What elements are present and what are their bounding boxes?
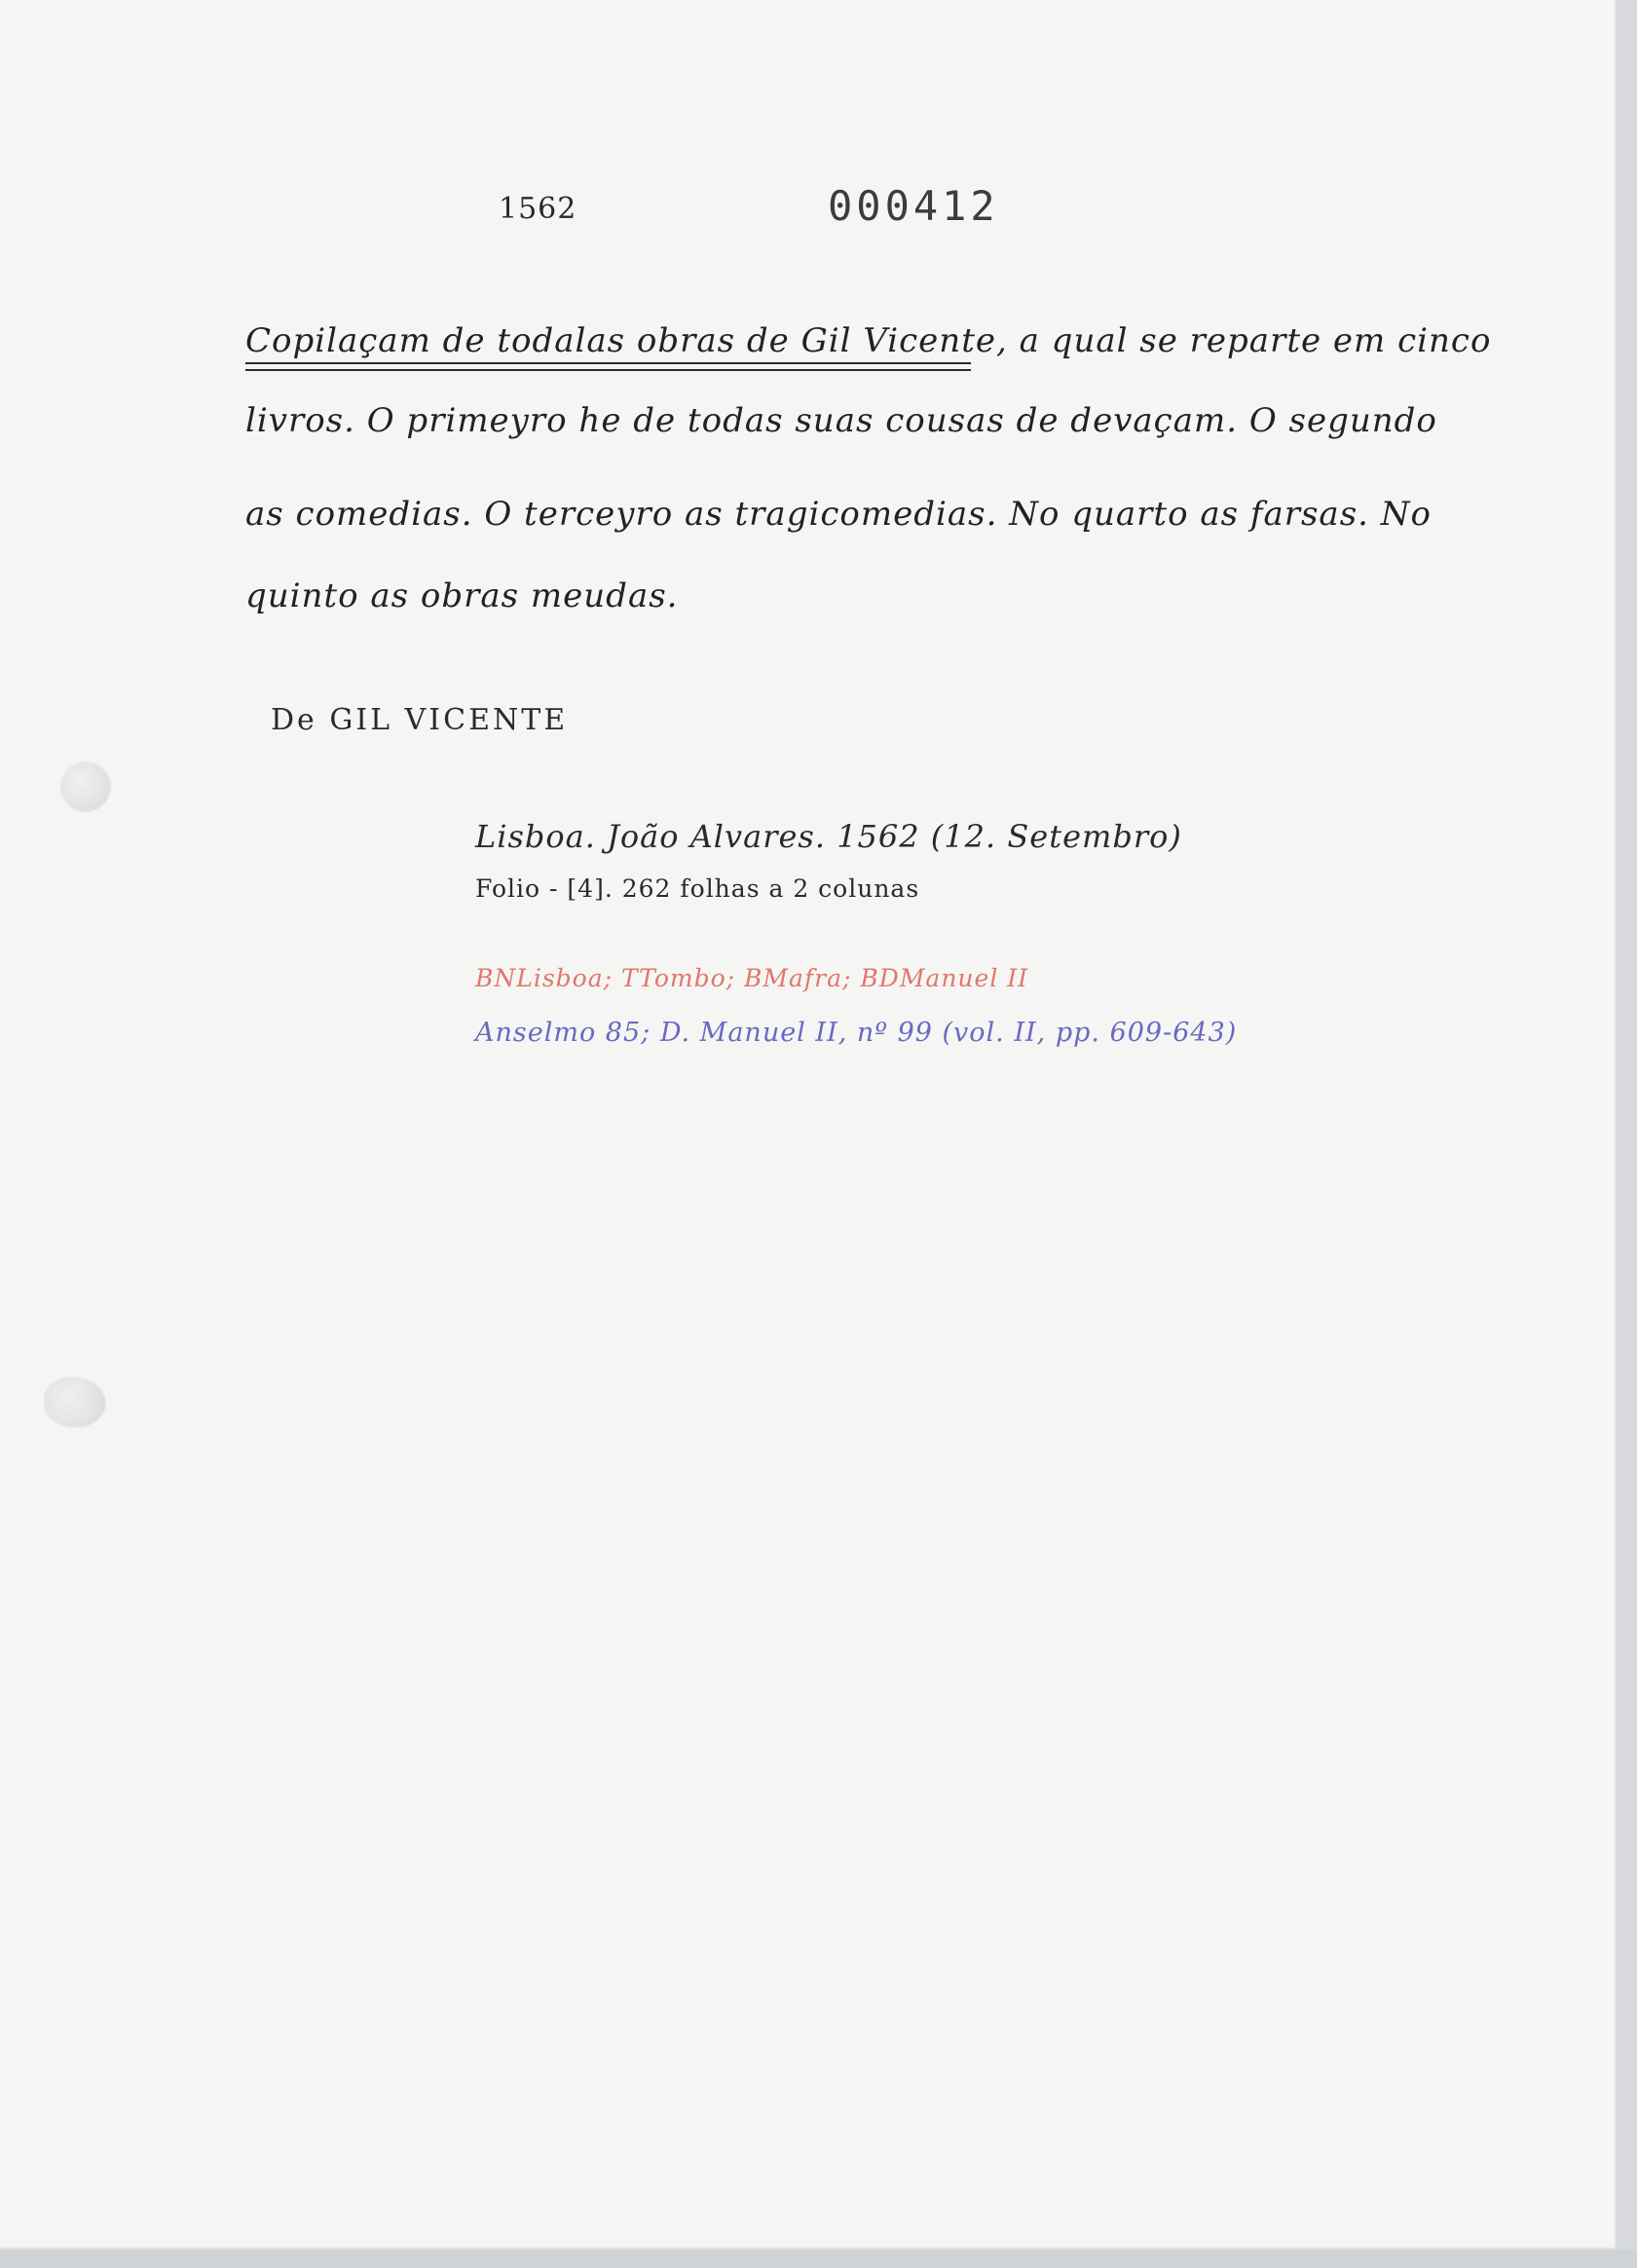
punch-hole-mark — [45, 1378, 105, 1427]
scan-edge-bottom — [0, 2249, 1637, 2268]
title-line-3: as comedias. O terceyro as tragicomedias. No quarto as farsas. No — [245, 495, 1432, 534]
punch-hole-mark — [61, 762, 110, 811]
stamp-number: 000412 — [828, 182, 999, 230]
card-year: 1562 — [499, 192, 577, 226]
author-heading: De GIL VICENTE — [271, 703, 569, 737]
title-line-2: livros. O primeyro he de todas suas cousas de devaçam. O segundo — [245, 401, 1437, 440]
imprint-line: Lisboa. João Alvares. 1562 (12. Setembro) — [475, 818, 1182, 855]
title-underline — [245, 362, 971, 364]
holdings-libraries: BNLisboa; TTombo; BMafra; BDManuel II — [475, 964, 1029, 992]
title-line-4: quinto as obras meudas. — [245, 576, 679, 615]
scan-edge-right — [1617, 0, 1637, 2268]
bibliographic-references: Anselmo 85; D. Manuel II, nº 99 (vol. II, pp. 609-643) — [475, 1018, 1238, 1048]
title-line-1: Copilaçam de todalas obras de Gil Vicente, a qual se reparte em cinco — [245, 321, 1492, 360]
title-underline-double — [245, 369, 971, 371]
collation-line: Folio - [4]. 262 folhas a 2 colunas — [475, 874, 920, 903]
